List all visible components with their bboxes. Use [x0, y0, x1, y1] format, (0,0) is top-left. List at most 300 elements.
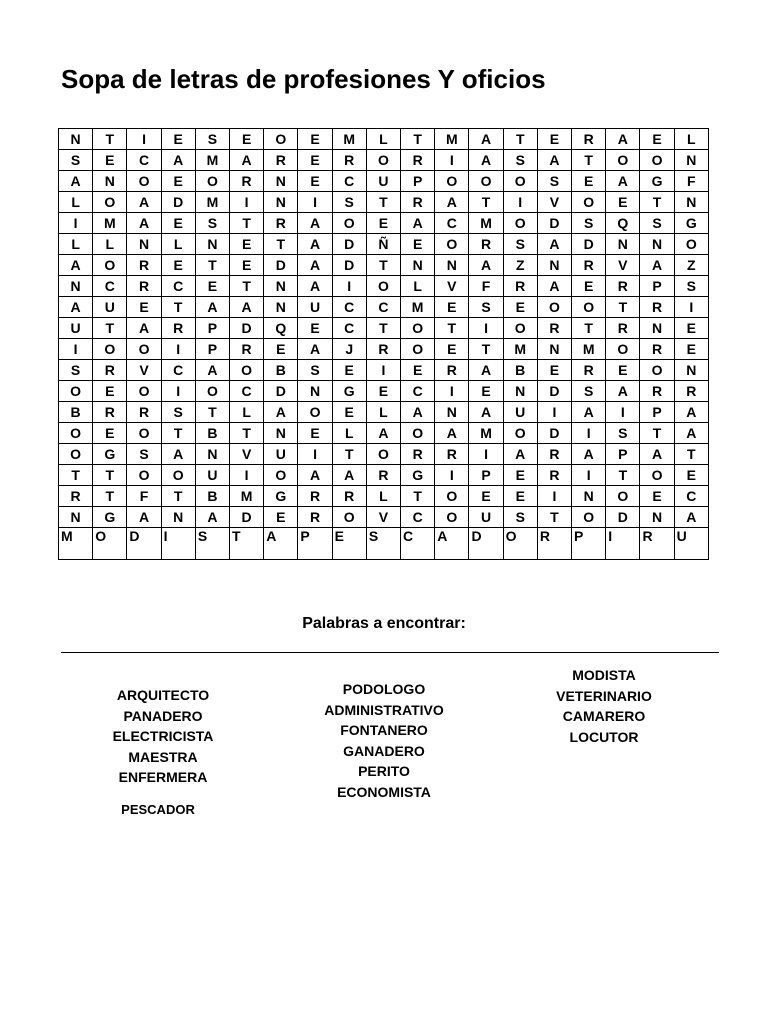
grid-cell: E [537, 129, 571, 150]
grid-cell: S [674, 276, 708, 297]
grid-cell: O [503, 213, 537, 234]
grid-cell: R [572, 129, 606, 150]
grid-cell: L [366, 486, 400, 507]
grid-cell: F [127, 486, 161, 507]
grid-cell: I [332, 276, 366, 297]
grid-cell: O [93, 255, 127, 276]
grid-cell: C [332, 171, 366, 192]
grid-cell: O [195, 381, 229, 402]
grid-cell: D [572, 234, 606, 255]
grid-cell: R [332, 150, 366, 171]
grid-cell: V [435, 276, 469, 297]
word-list-column-2 [279, 679, 489, 802]
grid-cell: E [469, 486, 503, 507]
grid-cell: O [93, 192, 127, 213]
grid-cell: T [537, 507, 571, 528]
grid-cell: I [469, 444, 503, 465]
grid-cell: M [332, 129, 366, 150]
grid-cell: T [264, 234, 298, 255]
grid-row [59, 339, 709, 360]
grid-cell: S [127, 444, 161, 465]
grid-cell: R [401, 192, 435, 213]
grid-cell: Q [606, 213, 640, 234]
grid-cell: N [674, 150, 708, 171]
grid-row [59, 171, 709, 192]
grid-cell: N [264, 297, 298, 318]
grid-cell: T [674, 444, 708, 465]
grid-cell: E [332, 402, 366, 423]
grid-cell: E [161, 129, 195, 150]
grid-cell: A [298, 276, 332, 297]
grid-cell: R [572, 360, 606, 381]
grid-row [59, 486, 709, 507]
grid-cell: P [401, 171, 435, 192]
grid-cell: D [332, 234, 366, 255]
grid-cell: N [161, 507, 195, 528]
grid-cell: E [503, 297, 537, 318]
grid-cell: E [93, 381, 127, 402]
grid-cell: R [606, 276, 640, 297]
grid-cell: R [537, 528, 571, 560]
grid-cell: T [572, 150, 606, 171]
grid-cell: O [161, 465, 195, 486]
grid-cell: Q [264, 318, 298, 339]
grid-cell: R [640, 381, 674, 402]
grid-cell: I [435, 381, 469, 402]
grid-cell: S [469, 297, 503, 318]
grid-row [59, 507, 709, 528]
grid-cell: O [401, 318, 435, 339]
grid-cell: A [674, 423, 708, 444]
grid-cell: T [401, 486, 435, 507]
grid-cell: A [230, 297, 264, 318]
grid-cell: O [435, 171, 469, 192]
word-list-item: FONTANERO [340, 722, 428, 738]
grid-row [59, 255, 709, 276]
grid-cell: I [298, 192, 332, 213]
grid-cell: A [161, 150, 195, 171]
grid-cell: O [59, 423, 93, 444]
grid-cell: U [298, 297, 332, 318]
grid-cell: B [264, 360, 298, 381]
grid-cell: T [366, 192, 400, 213]
grid-cell: E [435, 339, 469, 360]
grid-cell: O [572, 507, 606, 528]
word-list-item: ENFERMERA [118, 769, 208, 785]
grid-cell: A [572, 402, 606, 423]
grid-cell: T [195, 402, 229, 423]
grid-cell: L [674, 129, 708, 150]
grid-cell: E [298, 318, 332, 339]
grid-cell: R [230, 171, 264, 192]
grid-cell: A [469, 402, 503, 423]
grid-cell: T [230, 528, 264, 560]
grid-cell: C [366, 297, 400, 318]
grid-cell: E [674, 339, 708, 360]
grid-cell: O [435, 486, 469, 507]
grid-cell: D [264, 381, 298, 402]
grid-cell: T [93, 129, 127, 150]
grid-cell: O [332, 507, 366, 528]
grid-cell: C [435, 213, 469, 234]
grid-cell: O [59, 444, 93, 465]
grid-cell: E [93, 423, 127, 444]
grid-cell: U [93, 297, 127, 318]
grid-row [59, 234, 709, 255]
grid-cell: U [195, 465, 229, 486]
grid-cell: S [161, 402, 195, 423]
grid-cell: T [93, 465, 127, 486]
word-list-item: ADMINISTRATIVO [324, 701, 444, 718]
grid-cell: I [606, 402, 640, 423]
grid-cell: A [537, 276, 571, 297]
grid-cell: T [469, 192, 503, 213]
word-list-item: MAESTRA [128, 748, 198, 765]
grid-cell: E [298, 423, 332, 444]
grid-cell: N [264, 276, 298, 297]
grid-cell: E [674, 318, 708, 339]
grid-cell: C [401, 507, 435, 528]
grid-cell: I [674, 297, 708, 318]
grid-cell: O [298, 402, 332, 423]
grid-cell: E [640, 486, 674, 507]
grid-cell: O [503, 318, 537, 339]
word-list-item: MODISTA [572, 667, 636, 683]
grid-cell: B [195, 486, 229, 507]
grid-cell: D [537, 423, 571, 444]
grid-cell: A [59, 255, 93, 276]
grid-cell: I [230, 192, 264, 213]
grid-cell: O [230, 360, 264, 381]
grid-cell: E [503, 486, 537, 507]
grid-cell: T [93, 318, 127, 339]
grid-cell: O [366, 444, 400, 465]
grid-cell: R [572, 255, 606, 276]
grid-cell: D [469, 528, 503, 560]
grid-cell: I [59, 339, 93, 360]
grid-cell: A [503, 444, 537, 465]
grid-cell: A [606, 129, 640, 150]
grid-cell: C [332, 297, 366, 318]
grid-cell: A [59, 171, 93, 192]
grid-cell: S [366, 528, 400, 560]
grid-cell: O [366, 276, 400, 297]
grid-cell: I [59, 213, 93, 234]
grid-cell: R [537, 465, 571, 486]
grid-cell: E [230, 129, 264, 150]
word-list-item: PANADERO [123, 707, 203, 724]
grid-cell: U [59, 318, 93, 339]
grid-cell: G [401, 465, 435, 486]
grid-cell: U [674, 528, 708, 560]
grid-cell: I [161, 381, 195, 402]
grid-cell: T [366, 255, 400, 276]
grid-cell: M [469, 423, 503, 444]
grid-cell: A [264, 402, 298, 423]
grid-cell: O [127, 465, 161, 486]
grid-cell: I [435, 150, 469, 171]
grid-cell: E [161, 255, 195, 276]
grid-cell: F [674, 171, 708, 192]
words-heading: Palabras a encontrar: [302, 615, 466, 632]
grid-cell: R [366, 339, 400, 360]
grid-row [59, 318, 709, 339]
grid-cell: R [674, 381, 708, 402]
grid-cell: E [332, 360, 366, 381]
grid-cell: A [298, 339, 332, 360]
grid-cell: S [606, 423, 640, 444]
grid-cell: A [435, 192, 469, 213]
grid-cell: A [606, 381, 640, 402]
grid-cell: T [332, 444, 366, 465]
grid-cell: N [674, 192, 708, 213]
grid-cell: E [264, 507, 298, 528]
grid-cell: R [640, 528, 674, 560]
word-list-item: LOCUTOR [569, 728, 639, 745]
grid-cell: S [572, 381, 606, 402]
grid-cell: A [640, 444, 674, 465]
grid-cell: P [195, 339, 229, 360]
grid-cell: N [59, 276, 93, 297]
grid-cell: E [332, 528, 366, 560]
grid-cell: I [366, 360, 400, 381]
grid-cell: N [537, 339, 571, 360]
grid-cell: N [640, 507, 674, 528]
grid-cell: A [469, 360, 503, 381]
grid-cell: G [93, 507, 127, 528]
grid-cell: O [127, 381, 161, 402]
grid-cell: E [230, 255, 264, 276]
grid-cell: P [572, 528, 606, 560]
grid-cell: O [606, 150, 640, 171]
grid-cell: O [606, 486, 640, 507]
grid-cell: N [195, 234, 229, 255]
grid-cell: N [264, 423, 298, 444]
grid-cell: T [572, 318, 606, 339]
grid-cell: R [264, 150, 298, 171]
grid-cell: M [93, 213, 127, 234]
grid-cell: R [59, 486, 93, 507]
grid-cell: D [537, 213, 571, 234]
grid-cell: M [572, 339, 606, 360]
grid-cell: P [640, 402, 674, 423]
grid-cell: L [93, 234, 127, 255]
page-title: Sopa de letras de profesiones Y oficios [61, 64, 546, 94]
grid-cell: N [606, 234, 640, 255]
grid-cell: C [332, 318, 366, 339]
grid-cell: E [93, 150, 127, 171]
grid-cell: V [537, 192, 571, 213]
grid-cell: E [264, 339, 298, 360]
grid-cell: P [298, 528, 332, 560]
grid-cell: A [264, 528, 298, 560]
grid-cell: O [127, 339, 161, 360]
grid-cell: E [195, 276, 229, 297]
grid-cell: A [195, 297, 229, 318]
grid-row [59, 297, 709, 318]
grid-cell: O [537, 297, 571, 318]
grid-cell: A [127, 507, 161, 528]
grid-row [59, 444, 709, 465]
grid-cell: O [366, 150, 400, 171]
grid-cell: A [469, 255, 503, 276]
grid-cell: G [332, 381, 366, 402]
grid-cell: A [195, 360, 229, 381]
grid-cell: R [93, 402, 127, 423]
grid-row [59, 423, 709, 444]
grid-cell: O [640, 150, 674, 171]
grid-cell: D [537, 381, 571, 402]
grid-cell: E [366, 381, 400, 402]
grid-cell: U [366, 171, 400, 192]
word-list-item: GANADERO [343, 742, 425, 759]
grid-cell: Z [674, 255, 708, 276]
grid-cell: E [161, 213, 195, 234]
grid-cell: I [298, 444, 332, 465]
grid-cell: P [195, 318, 229, 339]
grid-cell: N [435, 402, 469, 423]
grid-cell: M [59, 528, 93, 560]
grid-cell: D [161, 192, 195, 213]
grid-cell: E [503, 465, 537, 486]
grid-cell: L [366, 129, 400, 150]
grid-cell: C [401, 528, 435, 560]
grid-row [59, 402, 709, 423]
grid-cell: O [93, 339, 127, 360]
grid-cell: N [435, 255, 469, 276]
grid-cell: N [59, 507, 93, 528]
grid-cell: J [332, 339, 366, 360]
word-search-grid [58, 128, 709, 560]
grid-cell: A [127, 192, 161, 213]
grid-row [59, 150, 709, 171]
grid-cell: P [640, 276, 674, 297]
extra-word: PESCADOR [121, 802, 195, 817]
grid-cell: O [435, 234, 469, 255]
grid-cell: O [93, 528, 127, 560]
word-list-item: PODOLOGO [342, 681, 426, 697]
grid-cell: O [59, 381, 93, 402]
grid-cell: E [572, 276, 606, 297]
grid-row [59, 213, 709, 234]
grid-cell: T [366, 318, 400, 339]
grid-cell: R [127, 255, 161, 276]
grid-cell: A [298, 255, 332, 276]
grid-cell: G [264, 486, 298, 507]
grid-cell: T [230, 276, 264, 297]
grid-cell: R [264, 213, 298, 234]
grid-cell: G [93, 444, 127, 465]
grid-cell: R [537, 318, 571, 339]
grid-cell: N [572, 486, 606, 507]
word-list-item: PERITO [358, 763, 410, 779]
grid-cell: E [640, 129, 674, 150]
grid-cell: N [195, 444, 229, 465]
grid-cell: U [503, 402, 537, 423]
grid-cell: A [230, 150, 264, 171]
grid-cell: E [298, 129, 332, 150]
grid-cell: L [332, 423, 366, 444]
grid-cell: S [503, 150, 537, 171]
grid-cell: I [572, 423, 606, 444]
grid-cell: O [503, 423, 537, 444]
grid-cell: E [161, 171, 195, 192]
grid-row [59, 381, 709, 402]
grid-cell: A [298, 234, 332, 255]
grid-cell: B [59, 402, 93, 423]
grid-cell: I [537, 486, 571, 507]
grid-cell: M [435, 129, 469, 150]
grid-cell: I [606, 528, 640, 560]
grid-cell: I [537, 402, 571, 423]
grid-cell: D [264, 255, 298, 276]
grid-cell: D [332, 255, 366, 276]
grid-cell: E [469, 381, 503, 402]
grid-cell: A [401, 213, 435, 234]
grid-cell: O [503, 528, 537, 560]
grid-cell: R [332, 486, 366, 507]
grid-cell: E [674, 465, 708, 486]
word-list-item: ARQUITECTO [116, 687, 210, 703]
grid-cell: V [127, 360, 161, 381]
grid-cell: G [640, 171, 674, 192]
grid-cell: V [230, 444, 264, 465]
grid-cell: O [401, 423, 435, 444]
grid-cell: C [230, 381, 264, 402]
grid-cell: E [298, 171, 332, 192]
grid-cell: R [640, 339, 674, 360]
grid-cell: A [59, 297, 93, 318]
grid-cell: D [127, 528, 161, 560]
grid-cell: E [435, 297, 469, 318]
grid-cell: O [264, 129, 298, 150]
grid-cell: A [195, 507, 229, 528]
grid-cell: E [298, 150, 332, 171]
grid-cell: I [161, 339, 195, 360]
grid-cell: C [161, 276, 195, 297]
grid-cell: L [230, 402, 264, 423]
word-list-item: ELECTRICISTA [112, 728, 214, 744]
grid-cell: R [606, 318, 640, 339]
grid-cell: E [230, 234, 264, 255]
grid-cell: T [161, 423, 195, 444]
grid-cell: S [59, 360, 93, 381]
grid-cell: M [469, 213, 503, 234]
grid-cell: S [195, 129, 229, 150]
grid-cell: E [606, 360, 640, 381]
grid-cell: R [435, 444, 469, 465]
grid-cell: N [537, 255, 571, 276]
grid-cell: N [264, 192, 298, 213]
grid-cell: A [674, 507, 708, 528]
grid-cell: C [161, 360, 195, 381]
grid-cell: S [503, 234, 537, 255]
grid-cell: R [640, 297, 674, 318]
grid-cell: N [59, 129, 93, 150]
grid-cell: T [230, 213, 264, 234]
grid-cell: E [127, 297, 161, 318]
grid-cell: A [674, 402, 708, 423]
grid-cell: O [435, 507, 469, 528]
grid-cell: I [435, 465, 469, 486]
grid-cell: A [537, 150, 571, 171]
grid-cell: T [59, 465, 93, 486]
grid-cell: A [640, 255, 674, 276]
grid-cell: E [572, 171, 606, 192]
grid-cell: O [674, 234, 708, 255]
grid-cell: R [230, 339, 264, 360]
grid-cell: A [161, 444, 195, 465]
